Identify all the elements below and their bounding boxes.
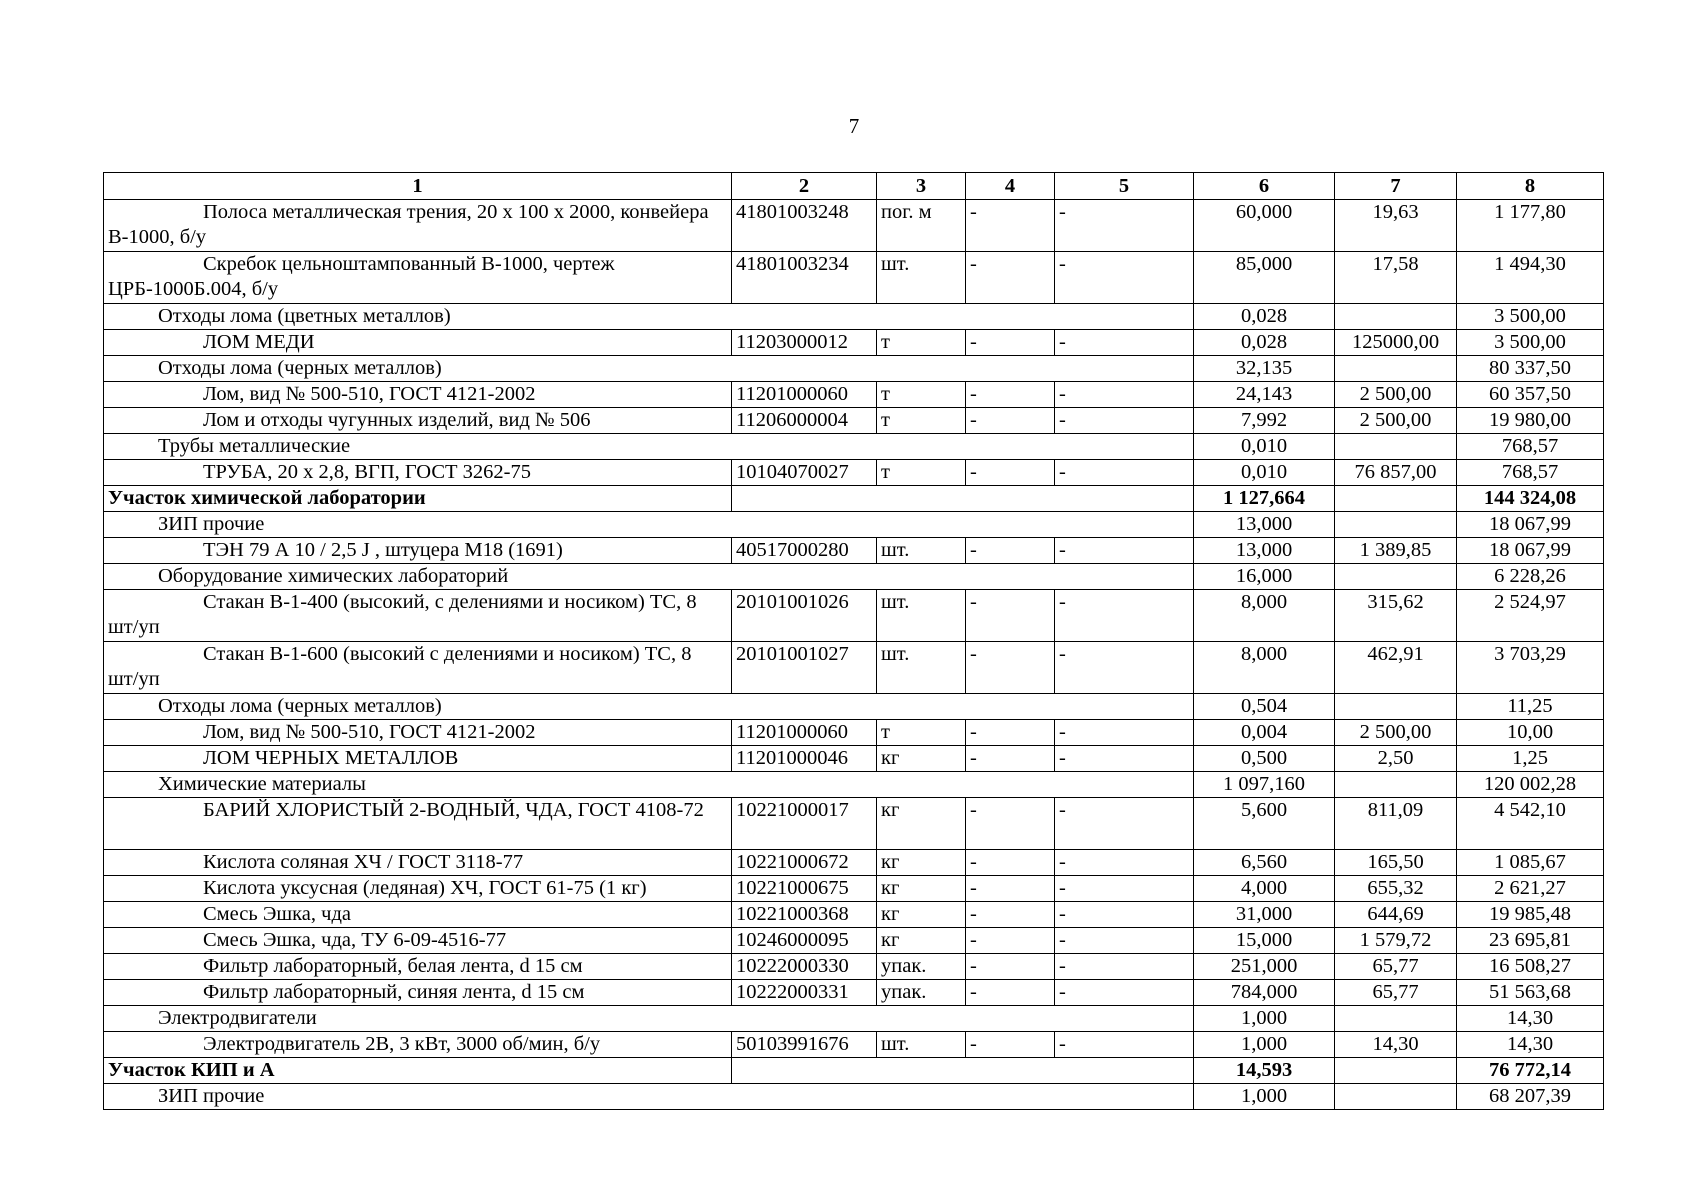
group-quantity: 0,504 bbox=[1194, 694, 1335, 720]
item-quantity: 251,000 bbox=[1194, 954, 1335, 980]
item-col-4: - bbox=[966, 642, 1055, 694]
item-name: Лом, вид № 500-510, ГОСТ 4121-2002 bbox=[104, 720, 732, 746]
group-row bbox=[104, 694, 1604, 720]
table-row bbox=[104, 382, 1604, 408]
item-sum: 19 985,48 bbox=[1457, 902, 1604, 928]
item-price: 1 579,72 bbox=[1335, 928, 1457, 954]
item-code: 10222000330 bbox=[732, 954, 877, 980]
item-sum: 1 085,67 bbox=[1457, 850, 1604, 876]
item-price: 19,63 bbox=[1335, 200, 1457, 252]
item-sum: 16 508,27 bbox=[1457, 954, 1604, 980]
table-row bbox=[104, 590, 1604, 642]
header-col-6: 6 bbox=[1194, 173, 1335, 200]
group-quantity: 32,135 bbox=[1194, 356, 1335, 382]
item-col-4: - bbox=[966, 460, 1055, 486]
item-unit: т bbox=[877, 460, 966, 486]
item-code: 10221000368 bbox=[732, 902, 877, 928]
item-quantity: 8,000 bbox=[1194, 590, 1335, 642]
item-sum: 19 980,00 bbox=[1457, 408, 1604, 434]
group-price-blank bbox=[1335, 304, 1457, 330]
item-name: Лом и отходы чугунных изделий, вид № 506 bbox=[104, 408, 732, 434]
table-row bbox=[104, 746, 1604, 772]
item-name: Кислота уксусная (ледяная) ХЧ, ГОСТ 61-75 (1 кг) bbox=[104, 876, 732, 902]
table-row bbox=[104, 538, 1604, 564]
group-quantity: 0,010 bbox=[1194, 434, 1335, 460]
item-sum: 4 542,10 bbox=[1457, 798, 1604, 850]
table-row bbox=[104, 1032, 1604, 1058]
item-col-5: - bbox=[1055, 200, 1194, 252]
item-price: 65,77 bbox=[1335, 954, 1457, 980]
table-row bbox=[104, 330, 1604, 356]
table-row bbox=[104, 798, 1604, 850]
item-unit: шт. bbox=[877, 590, 966, 642]
item-code: 40517000280 bbox=[732, 538, 877, 564]
item-unit: упак. bbox=[877, 980, 966, 1006]
section-blank bbox=[732, 1058, 1194, 1084]
group-sum: 68 207,39 bbox=[1457, 1084, 1604, 1110]
item-code: 11203000012 bbox=[732, 330, 877, 356]
item-col-5: - bbox=[1055, 460, 1194, 486]
item-price: 655,32 bbox=[1335, 876, 1457, 902]
group-sum: 18 067,99 bbox=[1457, 512, 1604, 538]
item-col-5: - bbox=[1055, 382, 1194, 408]
group-name: Трубы металлические bbox=[104, 434, 1194, 460]
item-name: Смесь Эшка, чда bbox=[104, 902, 732, 928]
item-col-4: - bbox=[966, 902, 1055, 928]
item-quantity: 5,600 bbox=[1194, 798, 1335, 850]
group-sum: 768,57 bbox=[1457, 434, 1604, 460]
group-row bbox=[104, 772, 1604, 798]
item-col-4: - bbox=[966, 590, 1055, 642]
item-quantity: 0,010 bbox=[1194, 460, 1335, 486]
table-row bbox=[104, 850, 1604, 876]
item-name: Стакан В-1-400 (высокий, с делениями и носиком) ТС, 8 шт/уп bbox=[104, 590, 732, 642]
item-code: 10221000017 bbox=[732, 798, 877, 850]
section-blank bbox=[732, 486, 1194, 512]
item-col-5: - bbox=[1055, 330, 1194, 356]
item-sum: 1 494,30 bbox=[1457, 252, 1604, 304]
group-price-blank bbox=[1335, 356, 1457, 382]
group-sum: 6 228,26 bbox=[1457, 564, 1604, 590]
item-col-4: - bbox=[966, 408, 1055, 434]
group-price-blank bbox=[1335, 512, 1457, 538]
item-name: Электродвигатель 2В, 3 кВт, 3000 об/мин, б/у bbox=[104, 1032, 732, 1058]
item-name: Полоса металлическая трения, 20 х 100 х 2000, конвейера В-1000, б/у bbox=[104, 200, 732, 252]
item-code: 11206000004 bbox=[732, 408, 877, 434]
item-quantity: 0,004 bbox=[1194, 720, 1335, 746]
item-quantity: 7,992 bbox=[1194, 408, 1335, 434]
group-quantity: 13,000 bbox=[1194, 512, 1335, 538]
item-col-4: - bbox=[966, 850, 1055, 876]
item-quantity: 13,000 bbox=[1194, 538, 1335, 564]
item-name: ТРУБА, 20 х 2,8, ВГП, ГОСТ 3262-75 bbox=[104, 460, 732, 486]
item-unit: кг bbox=[877, 798, 966, 850]
section-row bbox=[104, 1058, 1604, 1084]
item-name: Фильтр лабораторный, белая лента, d 15 см bbox=[104, 954, 732, 980]
item-unit: кг bbox=[877, 876, 966, 902]
item-quantity: 60,000 bbox=[1194, 200, 1335, 252]
item-col-4: - bbox=[966, 746, 1055, 772]
item-col-5: - bbox=[1055, 1032, 1194, 1058]
item-price: 462,91 bbox=[1335, 642, 1457, 694]
item-name: ЛОМ МЕДИ bbox=[104, 330, 732, 356]
item-sum: 2 524,97 bbox=[1457, 590, 1604, 642]
item-col-5: - bbox=[1055, 980, 1194, 1006]
item-unit: т bbox=[877, 720, 966, 746]
item-col-4: - bbox=[966, 382, 1055, 408]
item-col-4: - bbox=[966, 1032, 1055, 1058]
item-unit: т bbox=[877, 330, 966, 356]
item-col-4: - bbox=[966, 330, 1055, 356]
item-quantity: 6,560 bbox=[1194, 850, 1335, 876]
item-sum: 60 357,50 bbox=[1457, 382, 1604, 408]
item-col-4: - bbox=[966, 798, 1055, 850]
group-quantity: 0,028 bbox=[1194, 304, 1335, 330]
item-quantity: 1,000 bbox=[1194, 1032, 1335, 1058]
item-sum: 10,00 bbox=[1457, 720, 1604, 746]
group-name: ЗИП прочие bbox=[104, 512, 1194, 538]
item-sum: 1 177,80 bbox=[1457, 200, 1604, 252]
table-row bbox=[104, 408, 1604, 434]
item-code: 10246000095 bbox=[732, 928, 877, 954]
group-price-blank bbox=[1335, 1084, 1457, 1110]
item-sum: 3 500,00 bbox=[1457, 330, 1604, 356]
item-name: БАРИЙ ХЛОРИСТЫЙ 2-ВОДНЫЙ, ЧДА, ГОСТ 4108-72 bbox=[104, 798, 732, 850]
item-unit: шт. bbox=[877, 538, 966, 564]
table-row bbox=[104, 954, 1604, 980]
item-sum: 51 563,68 bbox=[1457, 980, 1604, 1006]
item-price: 811,09 bbox=[1335, 798, 1457, 850]
group-sum: 14,30 bbox=[1457, 1006, 1604, 1032]
item-col-5: - bbox=[1055, 590, 1194, 642]
item-sum: 2 621,27 bbox=[1457, 876, 1604, 902]
item-code: 10104070027 bbox=[732, 460, 877, 486]
item-quantity: 4,000 bbox=[1194, 876, 1335, 902]
item-price: 2 500,00 bbox=[1335, 720, 1457, 746]
section-row bbox=[104, 486, 1604, 512]
item-unit: пог. м bbox=[877, 200, 966, 252]
section-quantity: 14,593 bbox=[1194, 1058, 1335, 1084]
item-unit: т bbox=[877, 382, 966, 408]
item-col-4: - bbox=[966, 954, 1055, 980]
item-name: Фильтр лабораторный, синяя лента, d 15 см bbox=[104, 980, 732, 1006]
item-price: 2 500,00 bbox=[1335, 408, 1457, 434]
item-price: 17,58 bbox=[1335, 252, 1457, 304]
item-quantity: 784,000 bbox=[1194, 980, 1335, 1006]
group-row bbox=[104, 564, 1604, 590]
item-price: 125000,00 bbox=[1335, 330, 1457, 356]
item-unit: шт. bbox=[877, 252, 966, 304]
group-row bbox=[104, 356, 1604, 382]
item-sum: 23 695,81 bbox=[1457, 928, 1604, 954]
item-col-4: - bbox=[966, 928, 1055, 954]
item-col-5: - bbox=[1055, 876, 1194, 902]
item-code: 50103991676 bbox=[732, 1032, 877, 1058]
group-name: Оборудование химических лабораторий bbox=[104, 564, 1194, 590]
page-number: 7 bbox=[848, 114, 860, 138]
item-price: 65,77 bbox=[1335, 980, 1457, 1006]
item-unit: кг bbox=[877, 746, 966, 772]
item-name: Стакан В-1-600 (высокий с делениями и носиком) ТС, 8 шт/уп bbox=[104, 642, 732, 694]
item-col-5: - bbox=[1055, 720, 1194, 746]
group-name: Химические материалы bbox=[104, 772, 1194, 798]
item-sum: 3 703,29 bbox=[1457, 642, 1604, 694]
item-quantity: 15,000 bbox=[1194, 928, 1335, 954]
group-row bbox=[104, 1084, 1604, 1110]
item-price: 1 389,85 bbox=[1335, 538, 1457, 564]
item-col-5: - bbox=[1055, 798, 1194, 850]
header-col-4: 4 bbox=[966, 173, 1055, 200]
item-col-5: - bbox=[1055, 954, 1194, 980]
item-unit: т bbox=[877, 408, 966, 434]
item-quantity: 24,143 bbox=[1194, 382, 1335, 408]
table-row bbox=[104, 902, 1604, 928]
item-col-5: - bbox=[1055, 850, 1194, 876]
table-row bbox=[104, 460, 1604, 486]
group-price-blank bbox=[1335, 564, 1457, 590]
item-col-5: - bbox=[1055, 928, 1194, 954]
item-code: 41801003248 bbox=[732, 200, 877, 252]
table-row bbox=[104, 252, 1604, 304]
table-row bbox=[104, 876, 1604, 902]
item-col-5: - bbox=[1055, 538, 1194, 564]
item-quantity: 0,028 bbox=[1194, 330, 1335, 356]
item-sum: 14,30 bbox=[1457, 1032, 1604, 1058]
table-header bbox=[104, 173, 1604, 200]
section-name: Участок КИП и А bbox=[104, 1058, 732, 1084]
item-code: 10221000672 bbox=[732, 850, 877, 876]
table-body bbox=[104, 200, 1604, 1110]
item-name: Лом, вид № 500-510, ГОСТ 4121-2002 bbox=[104, 382, 732, 408]
item-code: 11201000060 bbox=[732, 720, 877, 746]
item-col-4: - bbox=[966, 252, 1055, 304]
header-col-2: 2 bbox=[732, 173, 877, 200]
item-col-4: - bbox=[966, 876, 1055, 902]
group-price-blank bbox=[1335, 694, 1457, 720]
header-col-1: 1 bbox=[104, 173, 732, 200]
item-name: Смесь Эшка, чда, ТУ 6-09-4516-77 bbox=[104, 928, 732, 954]
group-price-blank bbox=[1335, 434, 1457, 460]
item-price: 76 857,00 bbox=[1335, 460, 1457, 486]
item-code: 20101001026 bbox=[732, 590, 877, 642]
group-price-blank bbox=[1335, 772, 1457, 798]
section-sum: 144 324,08 bbox=[1457, 486, 1604, 512]
item-sum: 1,25 bbox=[1457, 746, 1604, 772]
item-unit: шт. bbox=[877, 1032, 966, 1058]
table-row bbox=[104, 200, 1604, 252]
item-col-4: - bbox=[966, 720, 1055, 746]
group-row bbox=[104, 512, 1604, 538]
section-name: Участок химической лаборатории bbox=[104, 486, 732, 512]
item-code: 10222000331 bbox=[732, 980, 877, 1006]
group-sum: 3 500,00 bbox=[1457, 304, 1604, 330]
item-price: 14,30 bbox=[1335, 1032, 1457, 1058]
item-code: 20101001027 bbox=[732, 642, 877, 694]
group-quantity: 1 097,160 bbox=[1194, 772, 1335, 798]
item-col-4: - bbox=[966, 200, 1055, 252]
item-price: 644,69 bbox=[1335, 902, 1457, 928]
group-row bbox=[104, 304, 1604, 330]
section-price-blank bbox=[1335, 1058, 1457, 1084]
header-row bbox=[104, 173, 1604, 200]
item-name: Кислота соляная ХЧ / ГОСТ 3118-77 bbox=[104, 850, 732, 876]
item-name: ТЭН 79 А 10 / 2,5 J , штуцера М18 (1691) bbox=[104, 538, 732, 564]
item-name: ЛОМ ЧЕРНЫХ МЕТАЛЛОВ bbox=[104, 746, 732, 772]
table-row bbox=[104, 642, 1604, 694]
item-col-5: - bbox=[1055, 408, 1194, 434]
header-col-3: 3 bbox=[877, 173, 966, 200]
item-unit: кг bbox=[877, 850, 966, 876]
section-sum: 76 772,14 bbox=[1457, 1058, 1604, 1084]
group-sum: 80 337,50 bbox=[1457, 356, 1604, 382]
item-quantity: 8,000 bbox=[1194, 642, 1335, 694]
group-quantity: 1,000 bbox=[1194, 1006, 1335, 1032]
group-quantity: 1,000 bbox=[1194, 1084, 1335, 1110]
item-col-5: - bbox=[1055, 902, 1194, 928]
header-col-7: 7 bbox=[1335, 173, 1457, 200]
item-col-5: - bbox=[1055, 746, 1194, 772]
item-quantity: 31,000 bbox=[1194, 902, 1335, 928]
item-col-5: - bbox=[1055, 252, 1194, 304]
item-name: Скребок цельноштампованный В-1000, чертеж ЦРБ-1000Б.004, б/у bbox=[104, 252, 732, 304]
item-col-4: - bbox=[966, 980, 1055, 1006]
item-code: 10221000675 bbox=[732, 876, 877, 902]
group-name: Отходы лома (черных металлов) bbox=[104, 694, 1194, 720]
table-row bbox=[104, 980, 1604, 1006]
item-sum: 18 067,99 bbox=[1457, 538, 1604, 564]
section-quantity: 1 127,664 bbox=[1194, 486, 1335, 512]
group-sum: 11,25 bbox=[1457, 694, 1604, 720]
item-price: 315,62 bbox=[1335, 590, 1457, 642]
header-col-8: 8 bbox=[1457, 173, 1604, 200]
group-row bbox=[104, 434, 1604, 460]
group-row bbox=[104, 1006, 1604, 1032]
item-code: 11201000060 bbox=[732, 382, 877, 408]
item-unit: шт. bbox=[877, 642, 966, 694]
group-price-blank bbox=[1335, 1006, 1457, 1032]
item-price: 165,50 bbox=[1335, 850, 1457, 876]
item-code: 41801003234 bbox=[732, 252, 877, 304]
item-col-4: - bbox=[966, 538, 1055, 564]
item-code: 11201000046 bbox=[732, 746, 877, 772]
item-price: 2,50 bbox=[1335, 746, 1457, 772]
item-unit: упак. bbox=[877, 954, 966, 980]
item-unit: кг bbox=[877, 928, 966, 954]
group-sum: 120 002,28 bbox=[1457, 772, 1604, 798]
item-col-5: - bbox=[1055, 642, 1194, 694]
header-col-5: 5 bbox=[1055, 173, 1194, 200]
group-quantity: 16,000 bbox=[1194, 564, 1335, 590]
item-unit: кг bbox=[877, 902, 966, 928]
item-quantity: 85,000 bbox=[1194, 252, 1335, 304]
group-name: Электродвигатели bbox=[104, 1006, 1194, 1032]
group-name: Отходы лома (черных металлов) bbox=[104, 356, 1194, 382]
table-row bbox=[104, 928, 1604, 954]
item-sum: 768,57 bbox=[1457, 460, 1604, 486]
section-price-blank bbox=[1335, 486, 1457, 512]
group-name: Отходы лома (цветных металлов) bbox=[104, 304, 1194, 330]
inventory-table bbox=[103, 172, 1604, 1110]
group-name: ЗИП прочие bbox=[104, 1084, 1194, 1110]
item-quantity: 0,500 bbox=[1194, 746, 1335, 772]
item-price: 2 500,00 bbox=[1335, 382, 1457, 408]
table-row bbox=[104, 720, 1604, 746]
